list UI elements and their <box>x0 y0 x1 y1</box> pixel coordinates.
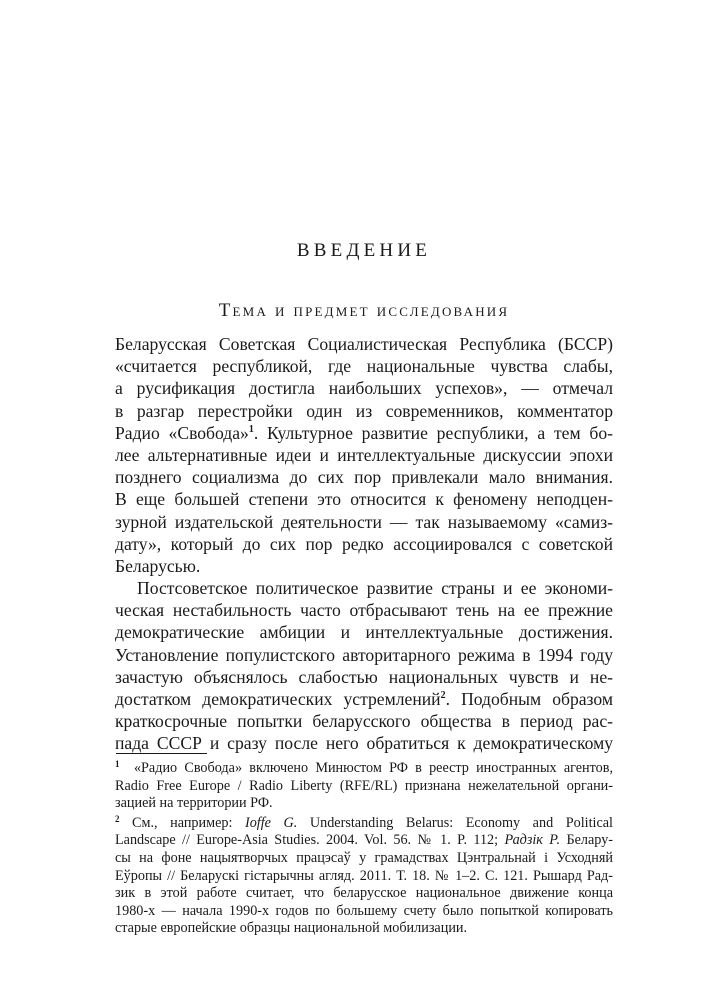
footnote-line: старые европейские образцы национальной мобилизации. <box>115 920 468 937</box>
footnotes <box>115 760 613 938</box>
text-line: ческая нестабильность часто отбрасывают тень на ее прежние <box>115 600 613 621</box>
text-line: пада СССР и сразу после него обратиться к демократическому <box>115 733 613 754</box>
footnote-line: Radio Free Europe / Radio Liberty (RFE/RL) признана нежелательной органи- <box>115 777 613 794</box>
footnote-number: 1 <box>115 759 120 769</box>
footnote-line: Еўропы // Беларускі гістарычны агляд. 2011. Т. 18. № 1–2. С. 121. Рышард Рад- <box>115 867 613 884</box>
text-fragment: . Подобным образом <box>445 689 614 709</box>
footnote-line: зик в этой работе считает, что беларусское национальное движение конца <box>115 885 613 902</box>
text-line-with-footnote <box>115 688 613 710</box>
text-line-with-footnote <box>115 422 613 444</box>
text-line: Беларусью. <box>115 555 201 576</box>
text-fragment: «Радио Свобода» включено Минюстом РФ в реестр иностранных агентов, <box>133 760 613 776</box>
footnote-line <box>115 815 613 833</box>
text-line: «считается республикой, где национальные чувства слабы, <box>115 356 613 377</box>
footnote-2 <box>115 815 613 938</box>
footnote-ref-1[interactable]: 1 <box>248 423 254 435</box>
section-title: Тема и предмет исследования <box>218 300 510 321</box>
text-fragment: Радио «Свобода» <box>115 422 249 443</box>
footnote-line: сы на фоне нацыятворчых працэсаў у грамадствах Цэнтральнай і Усходняй <box>115 849 613 866</box>
text-line: дату», который до сих пор редко ассоциировался с советской <box>115 533 613 554</box>
text-line: Установление популистского авторитарного режима в 1994 году <box>115 644 613 665</box>
footnote-divider <box>116 753 207 754</box>
text-line: зачастую объяснялось слабостью национальных чувств и не- <box>115 666 613 687</box>
text-line: демократические амбиции и интеллектуальные достижения. <box>115 622 613 643</box>
text-fragment: Understanding Belarus: Economy and Political <box>297 814 613 831</box>
chapter-title: ВВЕДЕНИЕ <box>296 240 432 261</box>
text-line: в разгар перестройки один из современников, комментатор <box>115 400 613 421</box>
footnote-line <box>115 832 613 850</box>
footnote-number: 2 <box>115 813 120 824</box>
paragraph-1 <box>115 333 613 577</box>
text-line: лее альтернативные идеи и интеллектуальные дискуссии эпохи <box>115 444 613 465</box>
footnote-ref-2[interactable]: 2 <box>440 690 446 701</box>
text-fragment: Landscape // Europe-Asia Studies. 2004. Vol. 56. № 1. P. 112; <box>115 832 505 849</box>
text-line: зурной издательской деятельности — так называемому «самиз- <box>115 511 613 532</box>
text-fragment: См., например: <box>132 814 245 831</box>
text-fragment: Белару- <box>560 832 614 849</box>
footnote-line: зацией на территории РФ. <box>115 795 273 812</box>
text-fragment: достатком демократических устремлений <box>115 689 441 709</box>
text-line: Постсоветское политическое развитие страны и ее экономи- <box>137 578 613 599</box>
citation-author: Ioffe G. <box>244 814 298 831</box>
footnote-1 <box>115 760 613 813</box>
footnote-line: 1980-х — начала 1990-х годов по большему счету было попыткой копировать <box>115 902 613 919</box>
text-line: краткосрочные попытки беларусского общества в период рас- <box>115 711 613 732</box>
text-line: В еще большей степени это относится к феномену неподцен- <box>115 489 613 510</box>
footnote-line <box>115 760 613 778</box>
text-fragment: . Культурное развитие республики, а тем бо- <box>253 422 613 443</box>
text-line: а русификация достигла наибольших успехов», — отмечал <box>115 378 613 399</box>
text-line: позднего социализма до сих пор привлекали мало внимания. <box>115 467 613 488</box>
text-line: Беларусская Советская Социалистическая Республика (БССР) <box>115 334 613 354</box>
body-text <box>115 333 613 755</box>
citation-author: Радзік Р. <box>504 832 561 849</box>
paragraph-2 <box>115 577 613 755</box>
